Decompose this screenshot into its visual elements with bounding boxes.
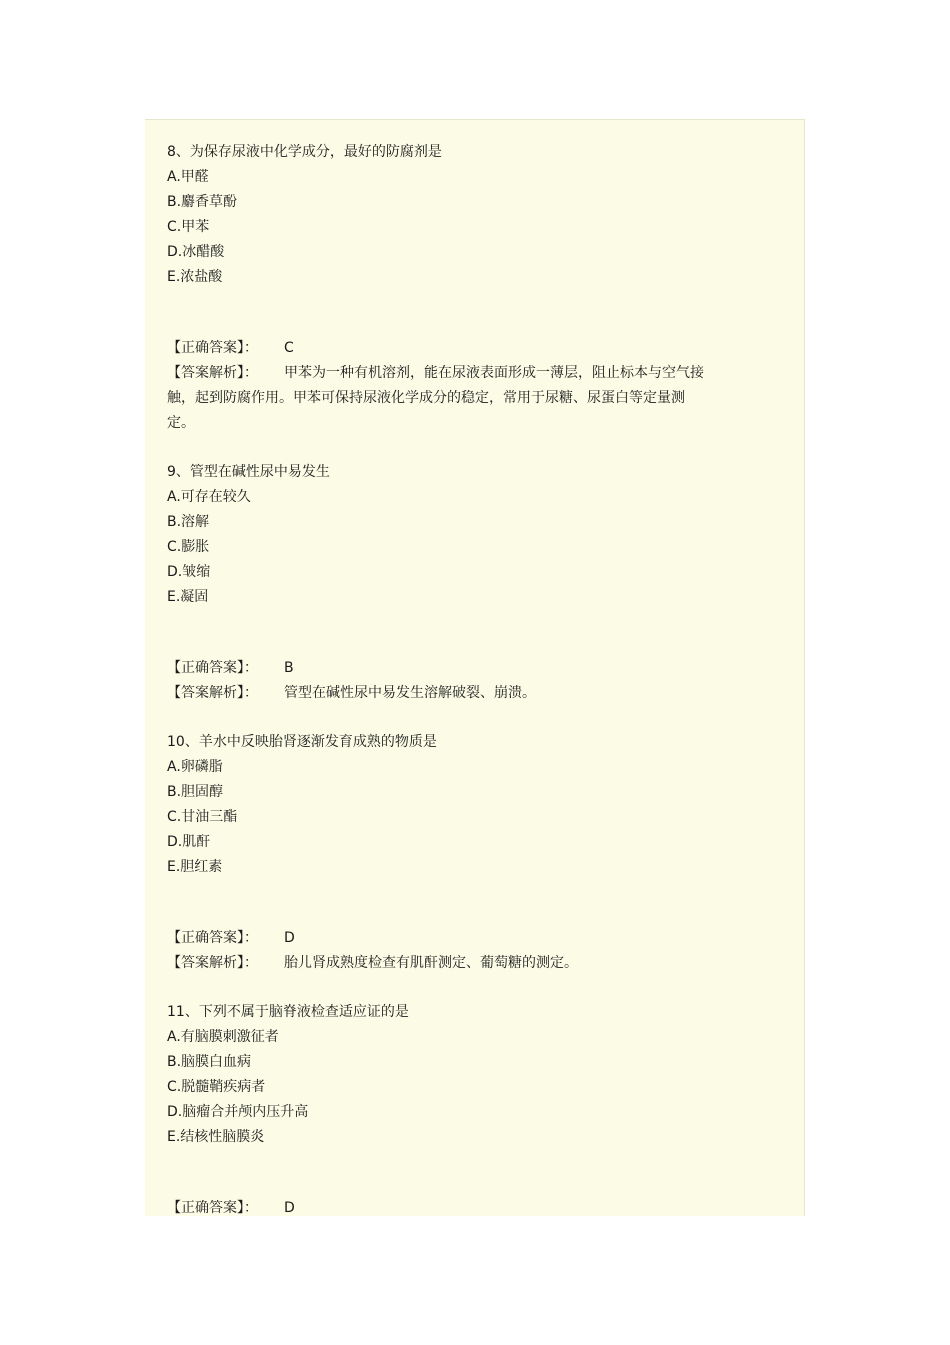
question-block xyxy=(167,730,767,976)
explanation-text: 触，起到防腐作用。甲苯可保持尿液化学成分的稳定，常用于尿糖、尿蛋白等定量测 xyxy=(167,390,685,406)
explanation-label: 【答案解析】： xyxy=(167,955,258,971)
option-e: E.胆红素 xyxy=(167,859,223,875)
option-b: B.胆固醇 xyxy=(167,784,224,800)
correct-answer-label: 【正确答案】： xyxy=(167,930,258,946)
explanation-row xyxy=(167,361,767,386)
correct-answer-row xyxy=(167,656,767,681)
option-d: D.皱缩 xyxy=(167,564,211,580)
correct-answer-row xyxy=(167,336,767,361)
option-b: B.溶解 xyxy=(167,514,210,530)
option-b: B.脑膜白血病 xyxy=(167,1054,252,1070)
option-a: A.甲醛 xyxy=(167,169,209,185)
question-stem: 10、羊水中反映胎肾逐渐发育成熟的物质是 xyxy=(167,734,437,750)
question-stem: 11、下列不属于脑脊液检查适应证的是 xyxy=(167,1004,409,1020)
correct-answer-value: D xyxy=(284,1200,295,1216)
explanation-row xyxy=(167,951,767,976)
question-list xyxy=(167,140,767,1216)
question-stem: 9、管型在碱性尿中易发生 xyxy=(167,464,330,480)
explanation-text: 管型在碱性尿中易发生溶解破裂、崩溃。 xyxy=(284,685,536,701)
option-d: D.冰醋酸 xyxy=(167,244,225,260)
question-panel xyxy=(145,119,805,1216)
question-stem: 8、为保存尿液中化学成分，最好的防腐剂是 xyxy=(167,144,442,160)
correct-answer-row xyxy=(167,926,767,951)
option-a: A.卵磷脂 xyxy=(167,759,223,775)
option-d: D.脑瘤合并颅内压升高 xyxy=(167,1104,309,1120)
explanation-row xyxy=(167,681,767,706)
option-e: E.浓盐酸 xyxy=(167,269,223,285)
correct-answer-label: 【正确答案】： xyxy=(167,1200,258,1216)
option-e: E.结核性脑膜炎 xyxy=(167,1129,265,1145)
correct-answer-value: C xyxy=(284,340,294,356)
correct-answer-label: 【正确答案】： xyxy=(167,660,258,676)
option-c: C.甘油三酯 xyxy=(167,809,238,825)
correct-answer-value: B xyxy=(284,660,294,676)
option-a: A.有脑膜刺激征者 xyxy=(167,1029,279,1045)
question-block xyxy=(167,1000,767,1216)
option-e: E.凝固 xyxy=(167,589,209,605)
explanation-label: 【答案解析】： xyxy=(167,685,258,701)
correct-answer-row xyxy=(167,1196,767,1216)
explanation-label: 【答案解析】： xyxy=(167,365,258,381)
option-c: C.脱髓鞘疾病者 xyxy=(167,1079,266,1095)
question-block xyxy=(167,140,767,436)
explanation-text: 定。 xyxy=(167,415,195,431)
explanation-text: 胎儿肾成熟度检查有肌酐测定、葡萄糖的测定。 xyxy=(284,955,578,971)
option-c: C.甲苯 xyxy=(167,219,210,235)
correct-answer-label: 【正确答案】： xyxy=(167,340,258,356)
option-d: D.肌酐 xyxy=(167,834,211,850)
option-c: C.膨胀 xyxy=(167,539,210,555)
explanation-text: 甲苯为一种有机溶剂，能在尿液表面形成一薄层，阻止标本与空气接 xyxy=(284,365,704,381)
correct-answer-value: D xyxy=(284,930,295,946)
question-block xyxy=(167,460,767,706)
option-a: A.可存在较久 xyxy=(167,489,251,505)
option-b: B.麝香草酚 xyxy=(167,194,238,210)
